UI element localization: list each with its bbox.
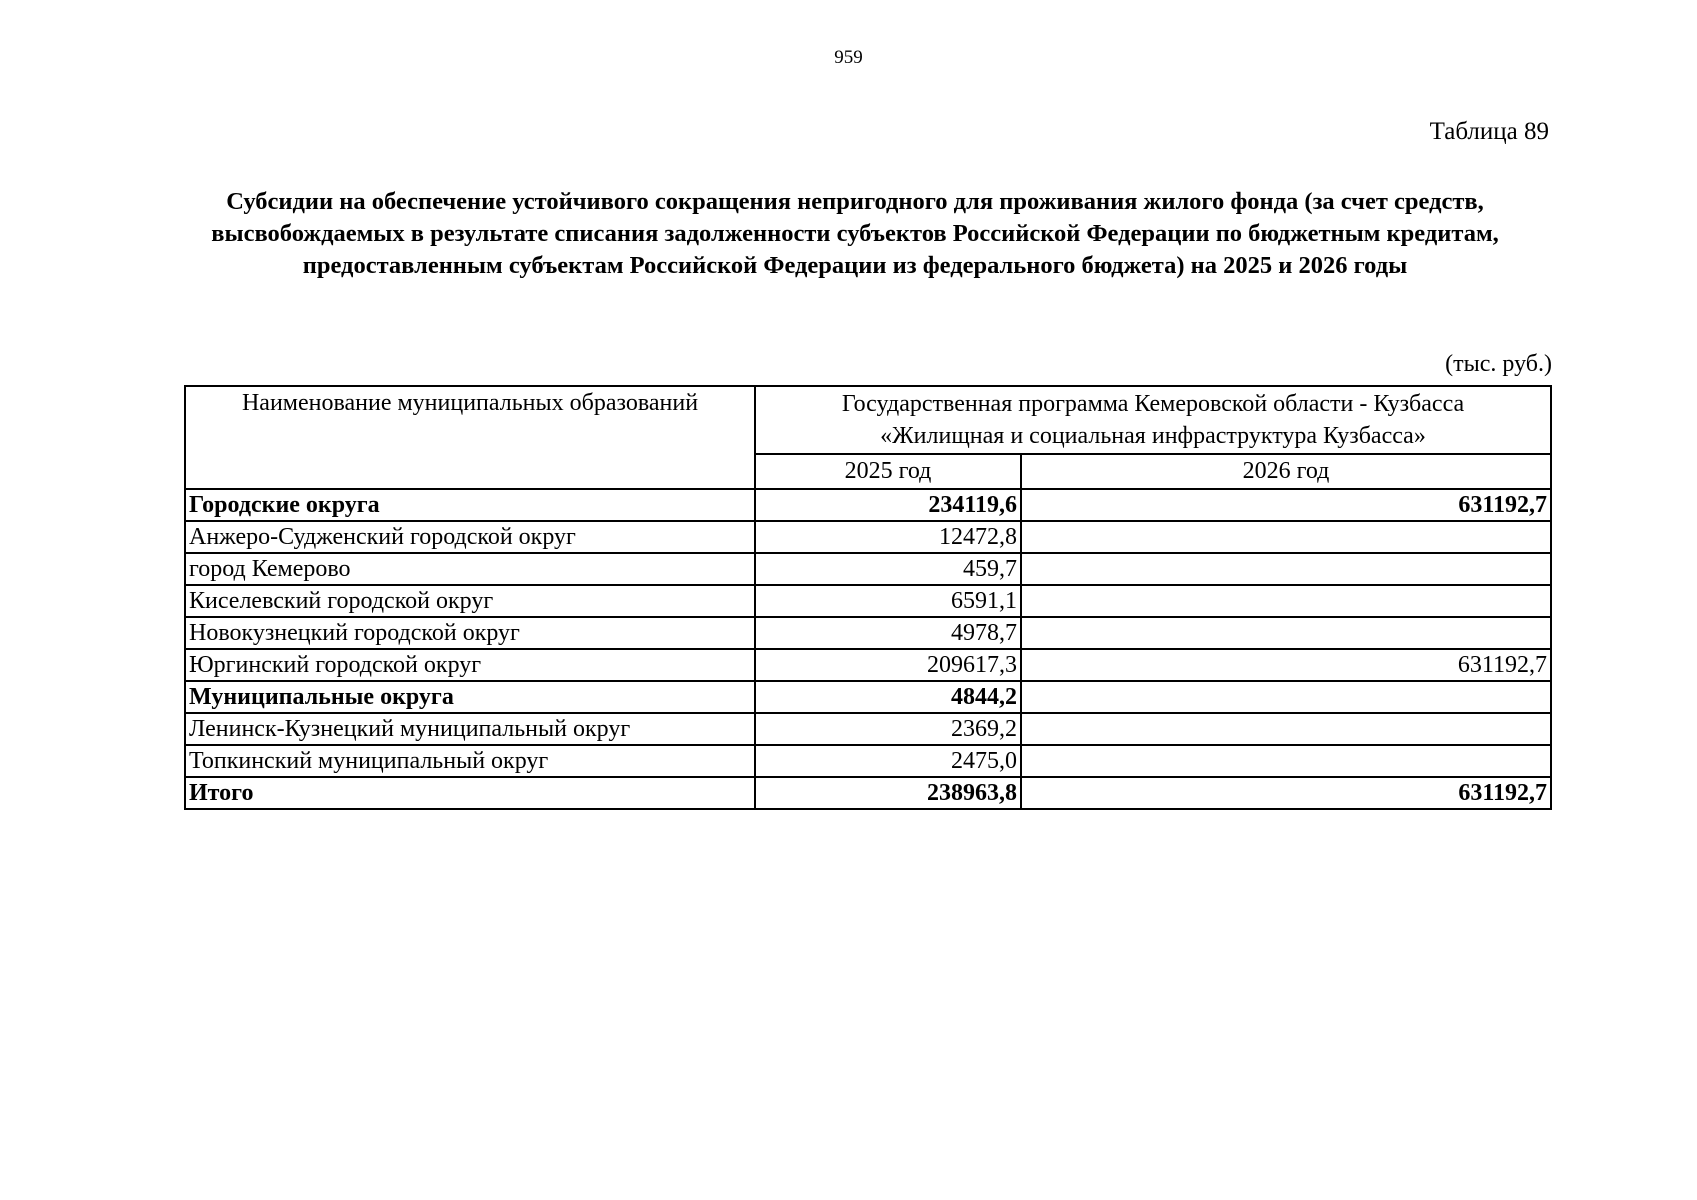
- municipality-name-cell: Городские округа: [185, 489, 755, 521]
- value-2026-cell: [1021, 553, 1551, 585]
- header-year-2026: 2026 год: [1021, 454, 1551, 489]
- table-number: Таблица 89: [1429, 118, 1549, 145]
- value-2025-cell: 209617,3: [755, 649, 1021, 681]
- value-2025-cell: 6591,1: [755, 585, 1021, 617]
- table-row: [185, 553, 1551, 585]
- table-header: [185, 386, 1551, 489]
- table-row: [185, 745, 1551, 777]
- municipality-name-cell: Топкинский муниципальный округ: [185, 745, 755, 777]
- subsidies-table: [184, 385, 1552, 810]
- table-row: [185, 777, 1551, 809]
- table-row: [185, 649, 1551, 681]
- table-row: [185, 489, 1551, 521]
- header-program-line-2: «Жилищная и социальная инфраструктура Кузбасса»: [880, 423, 1426, 449]
- value-2025-cell: 2475,0: [755, 745, 1021, 777]
- value-2026-cell: 631192,7: [1021, 489, 1551, 521]
- header-row-1: [185, 386, 1551, 454]
- value-2026-cell: [1021, 585, 1551, 617]
- municipality-name-cell: Итого: [185, 777, 755, 809]
- title-line-1: Субсидии на обеспечение устойчивого сокращения непригодного для проживания жилого фонда (за счет средств,: [226, 188, 1484, 215]
- table-row: [185, 521, 1551, 553]
- value-2025-cell: 12472,8: [755, 521, 1021, 553]
- header-municipality-name: Наименование муниципальных образований: [185, 386, 755, 489]
- header-year-2025: 2025 год: [755, 454, 1021, 489]
- value-2025-cell: 4844,2: [755, 681, 1021, 713]
- value-2025-cell: 234119,6: [755, 489, 1021, 521]
- table-row: [185, 585, 1551, 617]
- title-line-2: высвобождаемых в результате списания задолженности субъектов Российской Федерации по бюджетным кредитам,: [211, 220, 1499, 247]
- municipality-name-cell: Анжеро-Судженский городской округ: [185, 521, 755, 553]
- value-2026-cell: 631192,7: [1021, 777, 1551, 809]
- value-2026-cell: [1021, 617, 1551, 649]
- document-title: [160, 186, 1550, 282]
- value-2026-cell: [1021, 521, 1551, 553]
- page-number: 959: [834, 47, 863, 68]
- municipality-name-cell: город Кемерово: [185, 553, 755, 585]
- municipality-name-cell: Ленинск-Кузнецкий муниципальный округ: [185, 713, 755, 745]
- header-program-line-1: Государственная программа Кемеровской области - Кузбасса: [841, 391, 1465, 417]
- table-body: [185, 489, 1551, 809]
- value-2026-cell: [1021, 713, 1551, 745]
- value-2026-cell: [1021, 745, 1551, 777]
- value-2026-cell: [1021, 681, 1551, 713]
- municipality-name-cell: Киселевский городской округ: [185, 585, 755, 617]
- table-row: [185, 681, 1551, 713]
- municipality-name-cell: Юргинский городской округ: [185, 649, 755, 681]
- table-row: [185, 617, 1551, 649]
- municipality-name-cell: Муниципальные округа: [185, 681, 755, 713]
- municipality-name-cell: Новокузнецкий городской округ: [185, 617, 755, 649]
- units-label: (тыс. руб.): [1445, 351, 1552, 377]
- value-2025-cell: 238963,8: [755, 777, 1021, 809]
- value-2025-cell: 459,7: [755, 553, 1021, 585]
- title-line-3: предоставленным субъектам Российской Федерации из федерального бюджета) на 2025 и 2026 годы: [302, 252, 1408, 279]
- value-2026-cell: 631192,7: [1021, 649, 1551, 681]
- value-2025-cell: 4978,7: [755, 617, 1021, 649]
- value-2025-cell: 2369,2: [755, 713, 1021, 745]
- header-program: [755, 386, 1551, 454]
- table-row: [185, 713, 1551, 745]
